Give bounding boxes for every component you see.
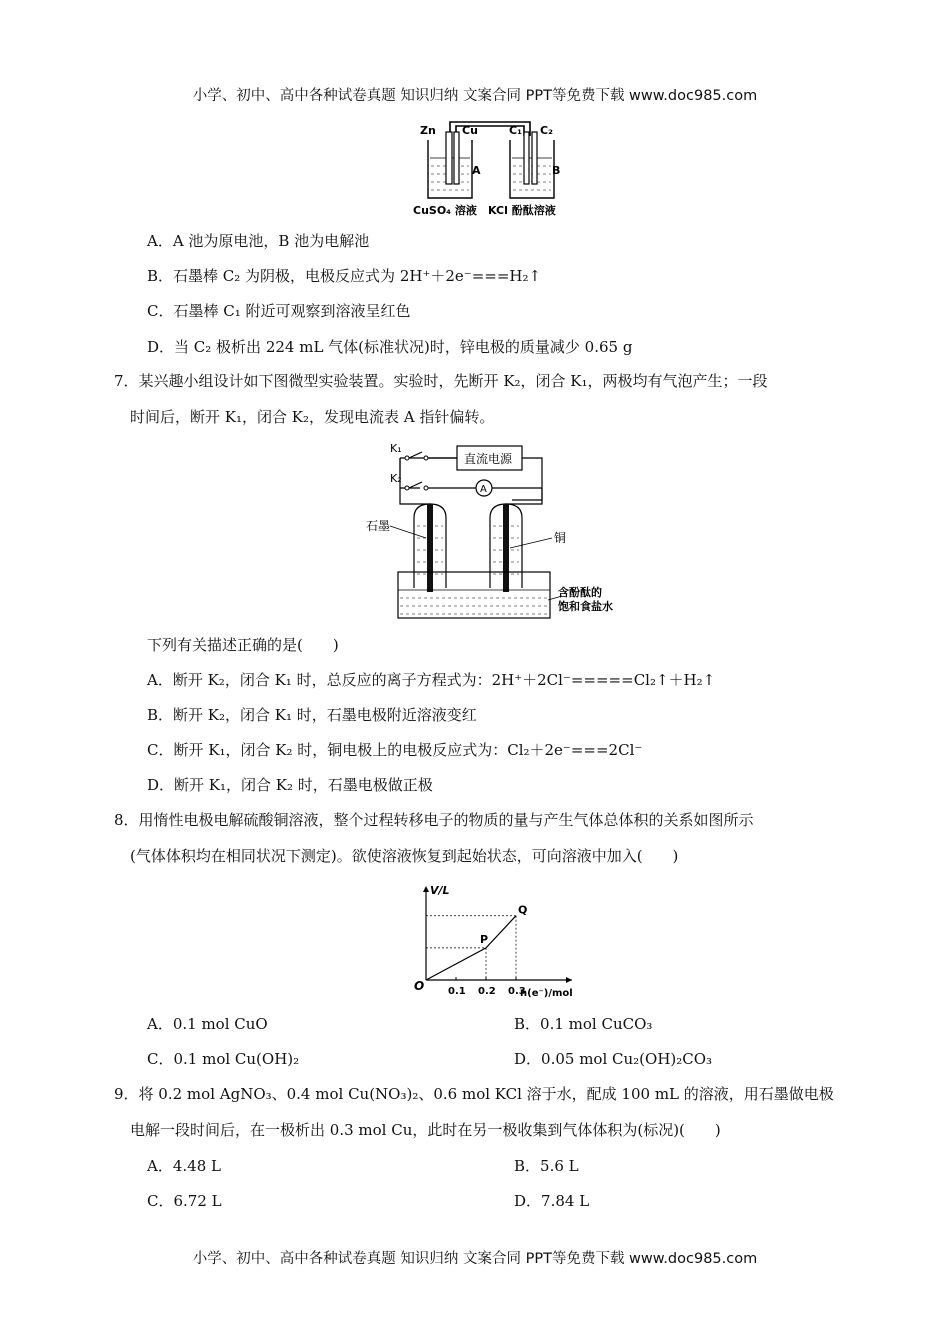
caption-left: CuSO₄ 溶液 (413, 204, 477, 217)
origin-label: O (414, 979, 425, 993)
q7-option-b: B．断开 K₂，闭合 K₁ 时，石墨电极附近溶液变红 (147, 706, 477, 724)
copper-label: 铜 (554, 531, 567, 545)
caption-right: KCl 酚酞溶液 (488, 204, 556, 217)
k2-label: K₂ (390, 472, 402, 485)
q8-stem-line2: (气体体积均在相同状况下测定)。欲使溶液恢复到起始状态，可向溶液中加入( ) (130, 847, 679, 865)
dc-power-label: 直流电源 (464, 452, 513, 466)
q7-option-a: A．断开 K₂，闭合 K₁ 时，总反应的离子方程式为：2H⁺＋2Cl⁻=====Cl₂↑＋H₂↑ (147, 671, 716, 689)
k1-label: K₁ (390, 442, 402, 455)
x-axis-arrow (566, 977, 572, 983)
q7-figure (362, 438, 632, 620)
q7-option-c: C．断开 K₁，闭合 K₂ 时，铜电极上的电极反应式为：Cl₂＋2e⁻===2Cl⁻ (147, 741, 643, 759)
q9-option-b: B．5.6 L (514, 1157, 579, 1175)
label-c2: C₂ (540, 124, 553, 137)
q6-option-b: B．石墨棒 C₂ 为阴极，电极反应式为 2H⁺＋2e⁻===H₂↑ (147, 267, 542, 285)
q7-stem-line1: 7．某兴趣小组设计如下图微型实验装置。实验时，先断开 K₂，闭合 K₁，两极均有气泡产生；一段 (114, 372, 768, 390)
y-axis-arrow (423, 886, 429, 892)
page-header: 小学、初中、高中各种试卷真题 知识归纳 文案合同 PPT等免费下载 www.doc985.com (192, 88, 758, 104)
q8-option-a: A．0.1 mol CuO (147, 1015, 268, 1033)
q9-option-c: C．6.72 L (147, 1192, 222, 1210)
q8-chart (410, 880, 580, 1000)
y-axis-label: V/L (430, 884, 450, 897)
q9-option-a: A．4.48 L (147, 1157, 221, 1175)
q8-option-d: D．0.05 mol Cu₂(OH)₂CO₃ (514, 1050, 713, 1068)
q8-option-c: C．0.1 mol Cu(OH)₂ (147, 1050, 300, 1068)
q7-stem-line2: 时间后，断开 K₁，闭合 K₂，发现电流表 A 指针偏转。 (130, 408, 495, 426)
graphite-label: 石墨 (366, 519, 391, 533)
point-label-q: Q (518, 903, 528, 917)
q6-option-d: D．当 C₂ 极析出 224 mL 气体(标准状况)时，锌电极的质量减少 0.65 g (147, 338, 633, 356)
x-tick-label: 0.2 (478, 986, 496, 997)
ammeter-label: A (480, 484, 487, 495)
q7-question: 下列有关描述正确的是( ) (147, 636, 339, 654)
q9-option-d: D．7.84 L (514, 1192, 590, 1210)
trough (398, 572, 550, 618)
label-a: A (472, 164, 481, 177)
x-axis-label: n(e⁻)/mol (520, 988, 573, 999)
solution-label-2: 饱和食盐水 (558, 600, 613, 613)
q6-option-a: A．A 池为原电池，B 池为电解池 (147, 232, 370, 250)
c2-electrode (532, 132, 537, 184)
x-tick-label: 0.3 (508, 986, 526, 997)
label-c1: C₁ (509, 124, 522, 137)
q6-option-c: C．石墨棒 C₁ 附近可观察到溶液呈红色 (147, 302, 411, 320)
cu-electrode (454, 132, 459, 184)
label-zn: Zn (420, 124, 436, 137)
q7-option-d: D．断开 K₁，闭合 K₂ 时，石墨电极做正极 (147, 776, 433, 794)
c1-electrode (524, 132, 529, 184)
copper-electrode (503, 504, 509, 592)
label-cu: Cu (462, 124, 478, 137)
q9-stem-line2: 电解一段时间后，在一极析出 0.3 mol Cu，此时在另一极收集到气体体积为(标况)( ) (130, 1121, 721, 1139)
point-label-p: P (480, 932, 489, 946)
label-b: B (552, 164, 561, 177)
page-footer: 小学、初中、高中各种试卷真题 知识归纳 文案合同 PPT等免费下载 www.doc985.com (192, 1251, 758, 1267)
q9-stem-line1: 9．将 0.2 mol AgNO₃、0.4 mol Cu(NO₃)₂、0.6 mol KCl 溶于水，配成 100 mL 的溶液，用石墨做电极 (114, 1085, 834, 1103)
x-tick-label: 0.1 (448, 986, 466, 997)
q6-figure (410, 118, 580, 220)
solution-label-1: 含酚酞的 (558, 586, 602, 599)
zn-electrode (446, 132, 452, 184)
q8-option-b: B．0.1 mol CuCO₃ (514, 1015, 653, 1033)
q8-stem-line1: 8．用惰性电极电解硫酸铜溶液，整个过程转移电子的物质的量与产生气体总体积的关系如图所示 (114, 811, 754, 829)
graphite-electrode (427, 504, 433, 592)
